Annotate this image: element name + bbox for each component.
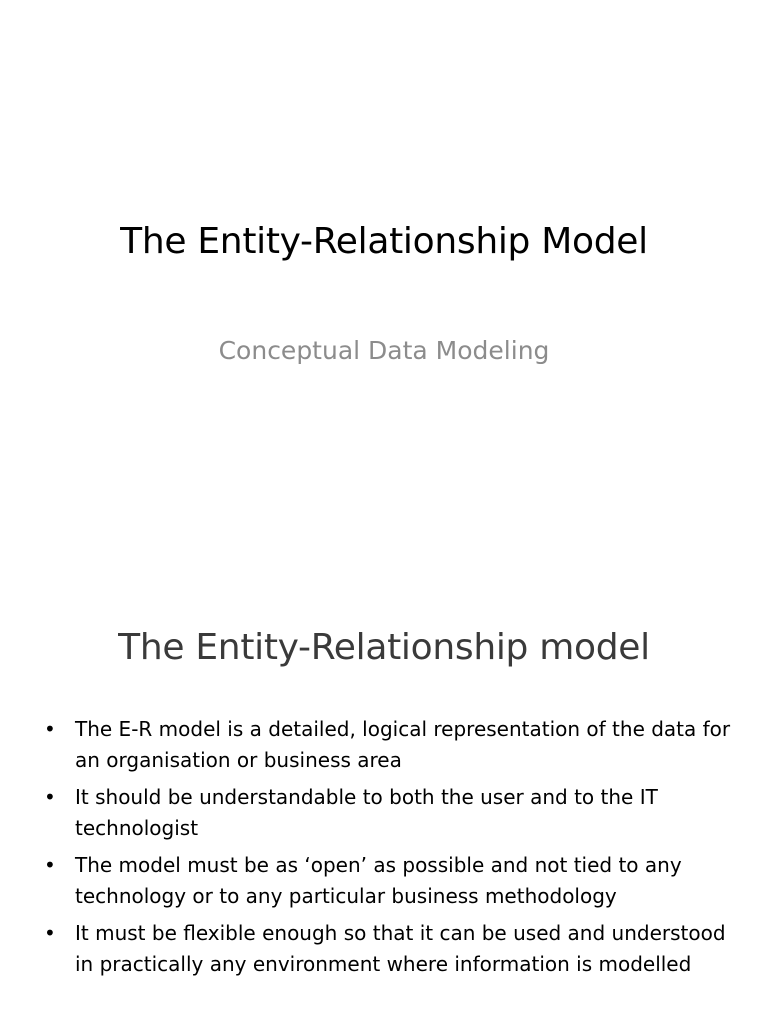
slide-subtitle: Conceptual Data Modeling xyxy=(218,336,550,365)
bullet-text: It must be flexible enough so that it can be used and understood in practically any environment where information is modelled xyxy=(75,921,726,976)
bullet-item xyxy=(40,918,740,980)
content-slide xyxy=(0,576,768,1024)
bullet-item xyxy=(40,714,740,776)
bullet-icon: • xyxy=(44,921,56,945)
bullet-item xyxy=(40,850,740,912)
bullet-text: The E-R model is a detailed, logical representation of the data for an organisation or business area xyxy=(75,717,731,772)
bullet-text: The model must be as ‘open’ as possible and not tied to any technology or to any particular business methodology xyxy=(75,853,682,908)
bullet-list xyxy=(40,714,740,986)
bullet-icon: • xyxy=(44,717,56,741)
bullet-icon: • xyxy=(44,785,56,809)
bullet-text: It should be understandable to both the user and to the IT technologist xyxy=(75,785,658,840)
bullet-icon: • xyxy=(44,853,56,877)
bullet-item xyxy=(40,782,740,844)
slide-title: The Entity-Relationship Model xyxy=(120,221,648,262)
content-slide-title: The Entity-Relationship model xyxy=(118,627,650,668)
